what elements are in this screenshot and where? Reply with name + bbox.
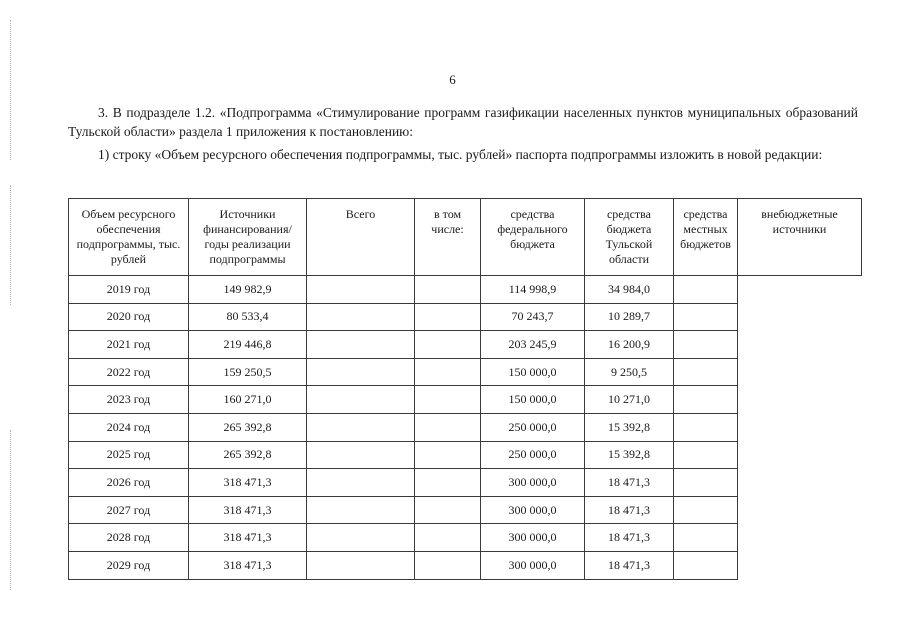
regional-cell: 300 000,0	[481, 469, 585, 497]
header-local: средства местных бюджетов	[674, 199, 738, 276]
total-cell: 265 392,8	[189, 413, 307, 441]
including-cell	[307, 524, 415, 552]
year-cell: 2019 год	[69, 276, 189, 304]
total-cell: 80 533,4	[189, 303, 307, 331]
offbudget-cell	[674, 469, 738, 497]
including-cell	[307, 413, 415, 441]
table-row	[69, 276, 862, 304]
regional-cell: 250 000,0	[481, 441, 585, 469]
local-cell: 15 392,8	[585, 441, 674, 469]
total-cell: 265 392,8	[189, 441, 307, 469]
year-cell: 2022 год	[69, 358, 189, 386]
paragraph-1	[68, 103, 858, 141]
offbudget-cell	[674, 413, 738, 441]
year-cell: 2027 год	[69, 496, 189, 524]
table-row	[69, 358, 862, 386]
header-regional: средства бюджета Тульской области	[585, 199, 674, 276]
federal-cell	[415, 524, 481, 552]
federal-cell	[415, 331, 481, 359]
table-row	[69, 413, 862, 441]
scan-margin-mark	[10, 185, 12, 305]
offbudget-cell	[674, 551, 738, 579]
local-cell: 34 984,0	[585, 276, 674, 304]
paragraph-2-text: 1) строку «Объем ресурсного обеспечения подпрограммы, тыс. рублей» паспорта подпрограммы изложить в новой редакции:	[98, 147, 823, 162]
year-cell: 2028 год	[69, 524, 189, 552]
paragraph-1-text: 3. В подразделе 1.2. «Подпрограмма «Стимулирование программ газификации населенных пунктов муниципальных образований Тульской области» раздела 1 приложения к постановлению:	[68, 105, 858, 139]
federal-cell	[415, 469, 481, 497]
paragraph-2	[68, 145, 858, 164]
local-cell: 18 471,3	[585, 469, 674, 497]
federal-cell	[415, 551, 481, 579]
offbudget-cell	[674, 331, 738, 359]
offbudget-cell	[674, 524, 738, 552]
table-row	[69, 524, 862, 552]
federal-cell	[415, 386, 481, 414]
table-row	[69, 441, 862, 469]
offbudget-cell	[674, 496, 738, 524]
including-cell	[307, 276, 415, 304]
regional-cell: 250 000,0	[481, 413, 585, 441]
including-cell	[307, 331, 415, 359]
regional-cell: 114 998,9	[481, 276, 585, 304]
including-cell	[307, 303, 415, 331]
including-cell	[307, 496, 415, 524]
including-cell	[307, 358, 415, 386]
offbudget-cell	[674, 276, 738, 304]
regional-cell: 300 000,0	[481, 524, 585, 552]
year-cell: 2023 год	[69, 386, 189, 414]
regional-cell: 150 000,0	[481, 386, 585, 414]
local-cell: 18 471,3	[585, 524, 674, 552]
including-cell	[307, 386, 415, 414]
table-row	[69, 551, 862, 579]
local-cell: 10 271,0	[585, 386, 674, 414]
local-cell: 18 471,3	[585, 496, 674, 524]
total-cell: 160 271,0	[189, 386, 307, 414]
year-cell: 2025 год	[69, 441, 189, 469]
header-including: в том числе:	[415, 199, 481, 276]
offbudget-cell	[674, 358, 738, 386]
federal-cell	[415, 276, 481, 304]
row-label-cell	[69, 199, 189, 276]
year-cell: 2021 год	[69, 331, 189, 359]
offbudget-cell	[674, 441, 738, 469]
table-header-row	[69, 199, 862, 276]
table-row	[69, 331, 862, 359]
federal-cell	[415, 303, 481, 331]
year-cell: 2024 год	[69, 413, 189, 441]
total-cell: 219 446,8	[189, 331, 307, 359]
row-label-text: Объем ресурсного обеспечения подпрограммы, тыс. рублей	[76, 207, 181, 266]
regional-cell: 300 000,0	[481, 496, 585, 524]
scan-margin-mark	[10, 430, 12, 590]
offbudget-cell	[674, 386, 738, 414]
regional-cell: 70 243,7	[481, 303, 585, 331]
federal-cell	[415, 413, 481, 441]
local-cell: 18 471,3	[585, 551, 674, 579]
total-cell: 159 250,5	[189, 358, 307, 386]
local-cell: 15 392,8	[585, 413, 674, 441]
page-number: 6	[449, 72, 456, 87]
including-cell	[307, 551, 415, 579]
local-cell: 16 200,9	[585, 331, 674, 359]
federal-cell	[415, 358, 481, 386]
offbudget-cell	[674, 303, 738, 331]
total-cell: 318 471,3	[189, 469, 307, 497]
year-cell: 2026 год	[69, 469, 189, 497]
total-cell: 149 982,9	[189, 276, 307, 304]
header-offbudget: внебюджетные источники	[738, 199, 862, 276]
local-cell: 10 289,7	[585, 303, 674, 331]
total-cell: 318 471,3	[189, 496, 307, 524]
table-row	[69, 303, 862, 331]
federal-cell	[415, 441, 481, 469]
funding-table	[68, 198, 862, 580]
header-total: Всего	[307, 199, 415, 276]
including-cell	[307, 469, 415, 497]
regional-cell: 300 000,0	[481, 551, 585, 579]
scan-margin-mark	[10, 20, 12, 160]
federal-cell	[415, 496, 481, 524]
including-cell	[307, 441, 415, 469]
year-cell: 2029 год	[69, 551, 189, 579]
regional-cell: 150 000,0	[481, 358, 585, 386]
local-cell: 9 250,5	[585, 358, 674, 386]
total-cell: 318 471,3	[189, 524, 307, 552]
table-row	[69, 496, 862, 524]
table-row	[69, 469, 862, 497]
header-federal: средства федерального бюджета	[481, 199, 585, 276]
regional-cell: 203 245,9	[481, 331, 585, 359]
table-row	[69, 386, 862, 414]
header-sources: Источники финансирования/ годы реализации подпрограммы	[189, 199, 307, 276]
year-cell: 2020 год	[69, 303, 189, 331]
total-cell: 318 471,3	[189, 551, 307, 579]
